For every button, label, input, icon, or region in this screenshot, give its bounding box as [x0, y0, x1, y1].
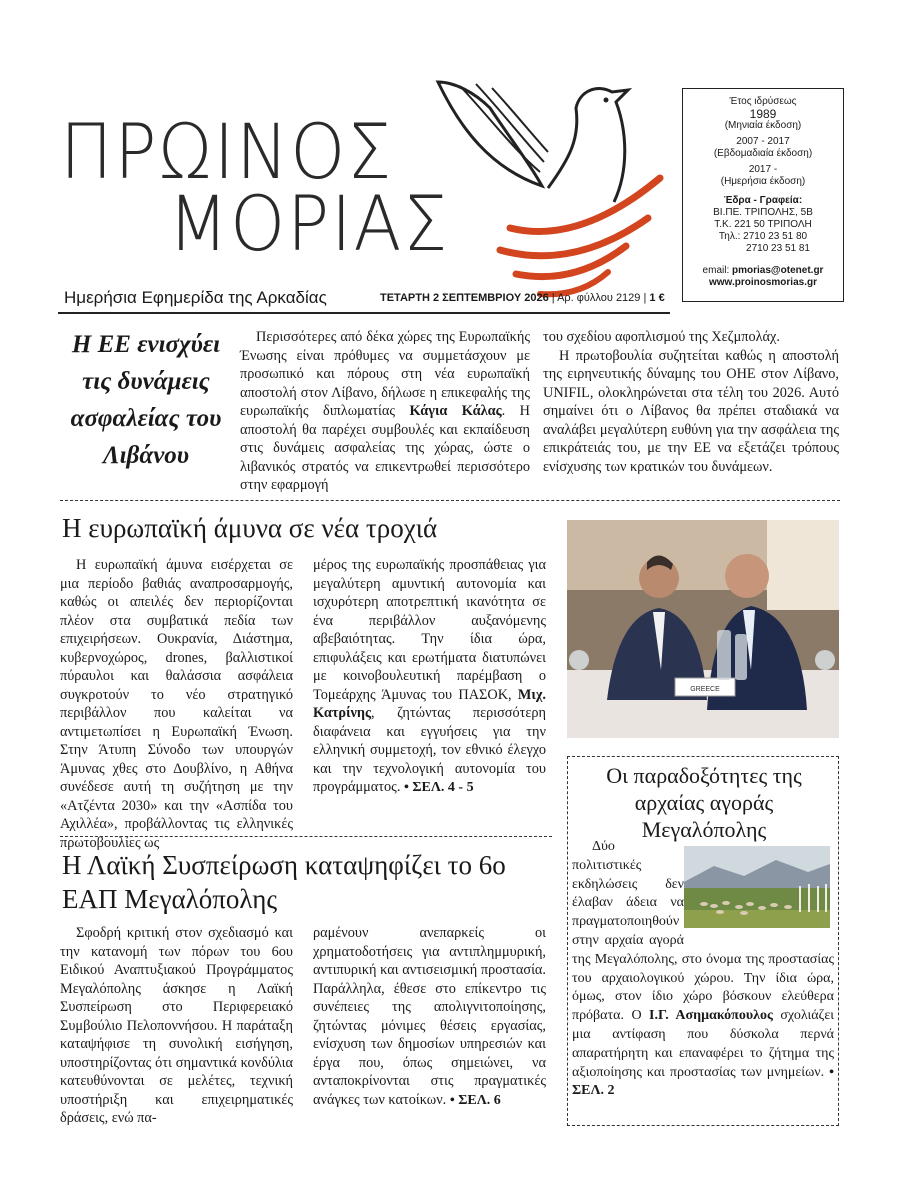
weekly-label: (Εβδομαδιαία έκδοση): [713, 148, 813, 159]
divider-1: [60, 500, 840, 501]
divider-2: [60, 836, 552, 837]
agora-name: Ι.Γ. Ασημακόπουλος: [649, 1008, 773, 1024]
lebanon-col2-p1: του σχεδίου αφοπλισμού της Χεζμπολάχ.: [543, 329, 780, 345]
info-box: [682, 88, 844, 302]
issue-number: Αρ. φύλλου 2129: [557, 292, 641, 304]
lebanon-headline: Η ΕΕ ενισχύει τις δυνάμεις ασφαλείας του Λιβάνου: [70, 331, 222, 469]
lebanon-column-1: [240, 328, 530, 495]
website-link[interactable]: www.proinosmorias.gr: [709, 277, 817, 288]
daily-years: 2017 -: [748, 164, 778, 175]
lebanon-name: Κάγια Κάλας: [409, 403, 502, 419]
founded-year: 1989: [749, 107, 777, 121]
defense-headline: Η ευρωπαϊκή άμυνα σε νέα τροχιά: [62, 513, 438, 543]
defense-page-ref[interactable]: • ΣΕΛ. 4 - 5: [403, 780, 474, 795]
masthead-title-line1: ΠΡΩΙΝΟΣ: [60, 107, 394, 196]
issue-date: ΤΕΤΑΡΤΗ 2 ΣΕΠΤΕΜΒΡΙΟΥ 2026: [380, 292, 549, 304]
megalopolis-col2-text: ραμένουν ανεπαρκείς οι χρηματοδοτήσεις για αντιπλημμυρική, αντιπυρική και αντισεισμική προστασία. Παράλληλα, έθεσε στο επίκεντρο τις συνέπειες της απολιγνιτοποίησης, ζητώντας μόνιμες θέσεις εργασίας, ενίσχυση των δημοσίων υπηρεσιών και έργα που, όπως σημειώνει, να ανταποκρίνονται στις πραγματικές ανάγκες των κατοίκων.: [313, 925, 546, 1108]
megalopolis-column-2: [313, 924, 546, 1110]
megalopolis-column-1: [60, 924, 293, 1128]
masthead-subtitle: Ημερήσια Εφημερίδα της Αρκαδίας: [64, 288, 327, 307]
email-label: email:: [702, 265, 730, 276]
weekly-years: 2007 - 2017: [736, 136, 790, 147]
agora-text-a: Δύο πολιτιστικές εκδηλώσεις δεν έλαβαν άδεια να πραγματοποιηθούν στην αρχαία αγορά της Μεγαλόπολης, στο όνομα της προστασίας του αρχαιολογικού χώρου. Την ίδια ώρα, όμως, στον ίδιο χώρο βόσκουν ελεύθερα πρόβατα. Ο: [572, 839, 834, 1024]
nameplate-text: GREECE: [690, 686, 720, 693]
agora-text-b: σχολιάζει μια αντίφαση που δύσκολα περνά απαρατήρητη και επαναφέρει το ζήτημα της αξιοποίησης και προστασίας των μνημείων.: [572, 1008, 834, 1080]
megalopolis-headline: Η Λαϊκή Συσπείρωση καταψηφίζει το 6ο ΕΑΠ Μεγαλόπολης: [62, 850, 506, 914]
agora-page-ref[interactable]: • ΣΕΛ. 2: [572, 1064, 835, 1099]
lebanon-col2-p2: Η πρωτοβουλία συζητείται καθώς η αποστολή της ειρηνευτικής δύναμης του ΟΗΕ στον Λίβανο, UNIFIL, ολοκληρώνεται στα τέλη του 2026. Αυτό σημαίνει ότι ο Λίβανος θα πρέπει σταδιακά να αναλάβει μεγαλύτερη ευθύνη για την ασφάλεια της επικράτειάς του, με την ΕΕ να εξετάζει τρόπους ενίσχυσης των κρατικών του δυνάμεων.: [543, 347, 839, 475]
agora-body: [572, 838, 834, 1101]
phone-line2: 2710 23 51 81: [746, 243, 810, 254]
megalopolis-col1-text: Σφοδρή κριτική στον σχεδιασμό και την κατανομή των πόρων του 6ου Ειδικού Αναπτυξιακού Προγράμματος Μεγαλόπολης άσκησε η Λαϊκή Συσπείρωση στο Περιφερειακό Συμβούλιο Πελοποννήσου. Η παράταξη καταψήφισε τη συνολική εισήγηση, υποστηρίζοντας ότι σημαντικά κονδύλια κατευθύνονται σε μελέτες, τεχνική υποστήριξη και επιχειρηματικές δράσεις, ενώ πα-: [60, 925, 293, 1126]
founded-label: Έτος ιδρύσεως: [729, 96, 797, 107]
monthly-label: (Μηνιαία έκδοση): [724, 120, 802, 131]
issue-price: 1 €: [649, 292, 665, 304]
phone-line1: Τηλ.: 2710 23 51 80: [718, 231, 808, 242]
defense-column-2: [313, 556, 546, 798]
masthead-title-line2: ΜΟΡΙΑΣ: [168, 179, 450, 268]
agora-photo-spacer: [684, 838, 834, 932]
defense-text-b: , ζητώντας περισσότερη διαφάνεια και εγγυήσεις για την ελληνική συμμετοχή, τον εθνικό έλεγχο και την τεχνολογική αυτονομία του προγράμματος.: [313, 705, 546, 795]
daily-label: (Ημερήσια έκδοση): [720, 176, 806, 187]
address-line2: Τ.Κ. 221 50 ΤΡΙΠΟΛΗ: [714, 219, 812, 230]
defense-name: Μιχ. Κατρίνης: [313, 686, 546, 721]
defense-photo: [567, 520, 839, 738]
office-label: Έδρα - Γραφεία:: [723, 195, 803, 206]
email-link[interactable]: pmorias@otenet.gr: [732, 265, 824, 276]
defense-column-1: [60, 556, 293, 852]
defense-text-a: μέρος της ευρωπαϊκής προσπάθειας για μεγαλύτερη αμυντική αυτονομία και ισχυρότερη αποτρεπτική ικανότητα σε ένα περιβάλλον αυξανόμενης αβεβαιότητας. Την ίδια ώρα, επιφυλάξεις και ερωτήματα διατυπώνει με κοινοβουλευτική παρέμβαση ο Τομεάρχης Άμυνας του ΠΑΣΟΚ,: [313, 557, 546, 703]
megalopolis-page-ref[interactable]: • ΣΕΛ. 6: [449, 1092, 501, 1108]
lebanon-column-2: [543, 328, 839, 476]
issue-line: ΤΕΤΑΡΤΗ 2 ΣΕΠΤΕΜΒΡΙΟΥ 2026 | Αρ. φύλλου 2129 | 1 €: [380, 292, 665, 304]
lebanon-text-a: Περισσότερες από δέκα χώρες της Ευρωπαϊκής Ένωσης είναι πρόθυμες να συμμετάσχουν με προσωπικό και πόρους στη νέα ευρωπαϊκή αποστολή στον Λίβανο, δήλωσε η επικεφαλής της ευρωπαϊκής διπλωματίας: [240, 329, 530, 419]
defense-col1-text: Η ευρωπαϊκή άμυνα εισέρχεται σε μια περίοδο βαθιάς αναπροσαρμογής, καθώς οι απειλές δεν περιορίζονται πλέον στα συμβατικά πεδία των επιχειρήσεων. Ουκρανία, Διάστημα, κυβερνοχώρος, drones, βαλλιστικοί πύραυλοι και θαλάσσια ασφάλεια συγκροτούν το νέο στρατηγικό περιβάλλον που καλείται να αντιμετωπίσει η Ευρωπαϊκή Ένωση. Στην Άτυπη Σύνοδο των υπουργών Άμυνας χθες στο Δουβλίνο, η Αθήνα συνέδεσε αυτή τη συζήτηση με την «Ατζέντα 2030» και την «Ασπίδα του Αχιλλέα», προβάλλοντας τις ελληνικές πρωτοβουλίες ως: [60, 557, 293, 851]
lebanon-text-b: . Η αποστολή θα παρέχει συμβουλές και εκπαίδευση στις δυνάμεις ασφαλείας της χώρας, ώστε ο λιβανικός στρατός να επικεντρωθεί περισσότερο στην εφαρμογή: [240, 403, 530, 493]
agora-headline: Οι παραδοξότητες της αρχαίας αγοράς Μεγαλόπολης: [606, 763, 802, 842]
masthead-rule: [58, 312, 670, 314]
dove-icon: [430, 68, 670, 304]
address-line1: ΒΙ.ΠΕ. ΤΡΙΠΟΛΗΣ, 5Β: [713, 207, 813, 218]
